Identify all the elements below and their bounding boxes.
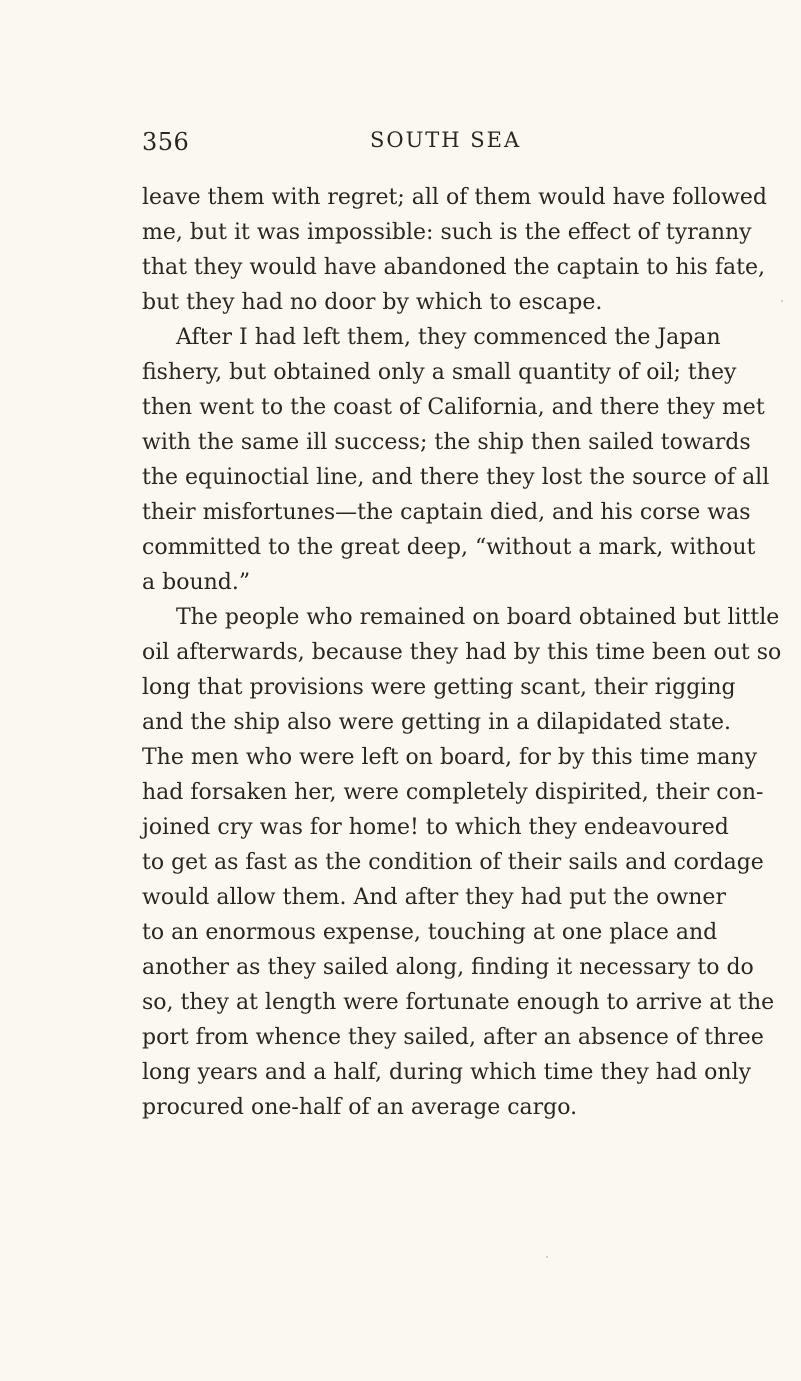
text-line: fishery, but obtained only a small quantity of oil; they (142, 360, 737, 385)
text-line: me, but it was impossible: such is the effect of tyranny (142, 220, 752, 245)
text-line: leave them with regret; all of them would have followed (142, 185, 767, 210)
text-line: to an enormous expense, touching at one place and (142, 920, 718, 945)
text-line: their misfortunes—the captain died, and his corse was (142, 500, 751, 525)
text-line: The people who remained on board obtained but little (176, 605, 780, 630)
text-line: had forsaken her, were completely dispirited, their con- (142, 780, 764, 805)
text-line: long years and a half, during which time they had only (142, 1060, 752, 1085)
text-line: and the ship also were getting in a dilapidated state. (142, 710, 732, 735)
text-line: another as they sailed along, finding it necessary to do (142, 955, 754, 980)
text-line: a bound.” (142, 570, 251, 595)
text-line: oil afterwards, because they had by this time been out so (142, 640, 782, 665)
text-line: The men who were left on board, for by this time many (142, 745, 758, 770)
paper-speck (781, 300, 783, 302)
paper-speck (546, 1256, 548, 1258)
text-line: with the same ill success; the ship then sailed towards (142, 430, 751, 455)
running-head (142, 128, 662, 162)
text-line: to get as fast as the condition of their sails and cordage (142, 850, 764, 875)
text-line: but they had no door by which to escape. (142, 290, 603, 315)
text-line: port from whence they sailed, after an absence of three (142, 1025, 764, 1050)
text-line: committed to the great deep, “without a mark, without (142, 535, 756, 560)
body-text (142, 180, 782, 1125)
text-line: that they would have abandoned the captain to his fate, (142, 255, 765, 280)
text-line: After I had left them, they commenced the Japan (176, 325, 721, 350)
text-line: would allow them. And after they had put the owner (142, 885, 726, 910)
text-line: then went to the coast of California, and there they met (142, 395, 765, 420)
running-title: SOUTH SEA (370, 128, 522, 152)
text-line: joined cry was for home! to which they endeavoured (142, 815, 729, 840)
text-line: procured one-half of an average cargo. (142, 1095, 578, 1120)
text-line: long that provisions were getting scant, their rigging (142, 675, 736, 700)
page-number: 356 (142, 128, 190, 156)
text-line: so, they at length were fortunate enough to arrive at the (142, 990, 775, 1015)
text-line: the equinoctial line, and there they lost the source of all (142, 465, 770, 490)
